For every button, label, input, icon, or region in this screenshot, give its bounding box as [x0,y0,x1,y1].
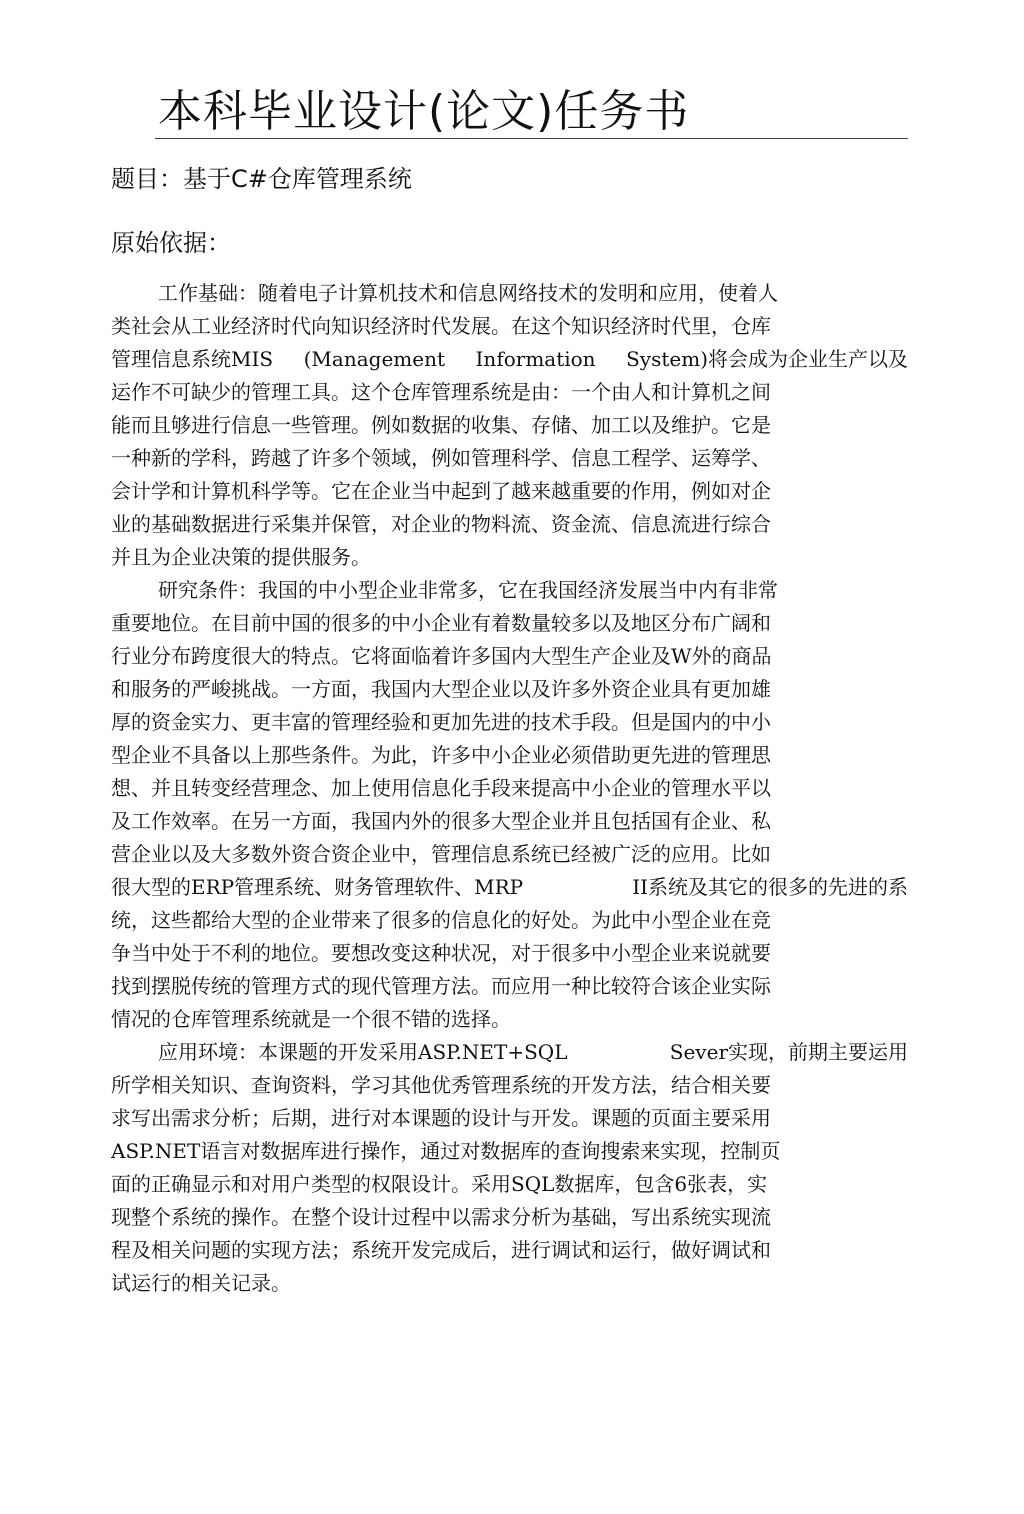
text-line [111,1036,908,1069]
text-line: 找到摆脱传统的管理方式的现代管理方法。而应用一种比较符合该企业实际 [111,974,771,998]
text-line: 型企业不具备以上那些条件。为此，许多中小企业必须借助更先进的管理思 [111,743,771,767]
text-line: 现整个系统的操作。在整个设计过程中以需求分析为基础，写出系统实现流 [111,1205,771,1229]
text-segment: 应用环境：本课题的开发采用ASP.NET+SQL [158,1040,568,1064]
text-line: 面的正确显示和对用户类型的权限设计。采用SQL数据库，包含6张表，实 [111,1172,768,1196]
paragraph [111,574,908,1036]
paragraph [111,1036,908,1300]
title-underline [155,138,908,139]
text-line: 重要地位。在目前中国的很多的中小企业有着数量较多以及地区分布广阔和 [111,611,771,635]
text-segment: Sever实现，前期主要运用 [669,1040,908,1064]
text-line: 试运行的相关记录。 [111,1271,291,1295]
document-title: 本科毕业设计(论文)任务书 [158,86,690,137]
text-segment: (Management [303,347,445,371]
text-segment: System)将会成为企业生产以及 [626,347,908,371]
text-segment: 管理信息系统MIS [111,347,274,371]
text-line: 和服务的严峻挑战。一方面，我国内大型企业以及许多外资企业具有更加雄 [111,677,771,701]
text-line: ASP.NET语言对数据库进行操作，通过对数据库的查询搜索来实现，控制页 [111,1139,781,1163]
text-line: 并且为企业决策的提供服务。 [111,545,371,569]
text-line: 统，这些都给大型的企业带来了很多的信息化的好处。为此中小型企业在竞 [111,908,771,932]
text-line: 一种新的学科，跨越了许多个领域，例如管理科学、信息工程学、运筹学、 [111,446,771,470]
text-line: 会计学和计算机科学等。它在企业当中起到了越来越重要的作用，例如对企 [111,479,771,503]
paragraph [111,277,908,574]
text-line: 运作不可缺少的管理工具。这个仓库管理系统是由：一个由人和计算机之间 [111,380,771,404]
text-line: 所学相关知识、查询资料，学习其他优秀管理系统的开发方法，结合相关要 [111,1073,771,1097]
section-heading-original-basis: 原始依据： [111,229,231,257]
text-segment: 很大型的ERP管理系统、财务管理软件、MRP [111,875,524,899]
text-line: 求写出需求分析；后期，进行对本课题的设计与开发。课题的页面主要采用 [111,1106,771,1130]
text-line: 工作基础：随着电子计算机技术和信息网络技术的发明和应用，使着人 [158,281,778,305]
text-line: 程及相关问题的实现方法；系统开发完成后，进行调试和运行，做好调试和 [111,1238,771,1262]
text-line: 厚的资金实力、更丰富的管理经验和更加先进的技术手段。但是国内的中小 [111,710,771,734]
text-segment: II系统及其它的很多的先进的系 [632,875,908,899]
text-line: 业的基础数据进行采集并保管，对企业的物料流、资金流、信息流进行综合 [111,512,771,536]
text-line: 行业分布跨度很大的特点。它将面临着许多国内大型生产企业及W外的商品 [111,644,772,668]
text-line: 及工作效率。在另一方面，我国内外的很多大型企业并且包括国有企业、私 [111,809,771,833]
text-line [111,871,908,904]
text-segment: Information [475,347,596,371]
body-text [111,277,908,1300]
text-line: 类社会从工业经济时代向知识经济时代发展。在这个知识经济时代里，仓库 [111,314,771,338]
text-line: 想、并且转变经营理念、加上使用信息化手段来提高中小企业的管理水平以 [111,776,771,800]
text-line: 研究条件：我国的中小型企业非常多，它在我国经济发展当中内有非常 [158,578,778,602]
text-line: 争当中处于不利的地位。要想改变这种状况，对于很多中小型企业来说就要 [111,941,771,965]
text-line [111,343,908,376]
text-line: 能而且够进行信息一些管理。例如数据的收集、存储、加工以及维护。它是 [111,413,771,437]
thesis-topic: 题目：基于C#仓库管理系统 [111,165,412,193]
text-line: 营企业以及大多数外资合资企业中，管理信息系统已经被广泛的应用。比如 [111,842,771,866]
text-line: 情况的仓库管理系统就是一个很不错的选择。 [111,1007,511,1031]
